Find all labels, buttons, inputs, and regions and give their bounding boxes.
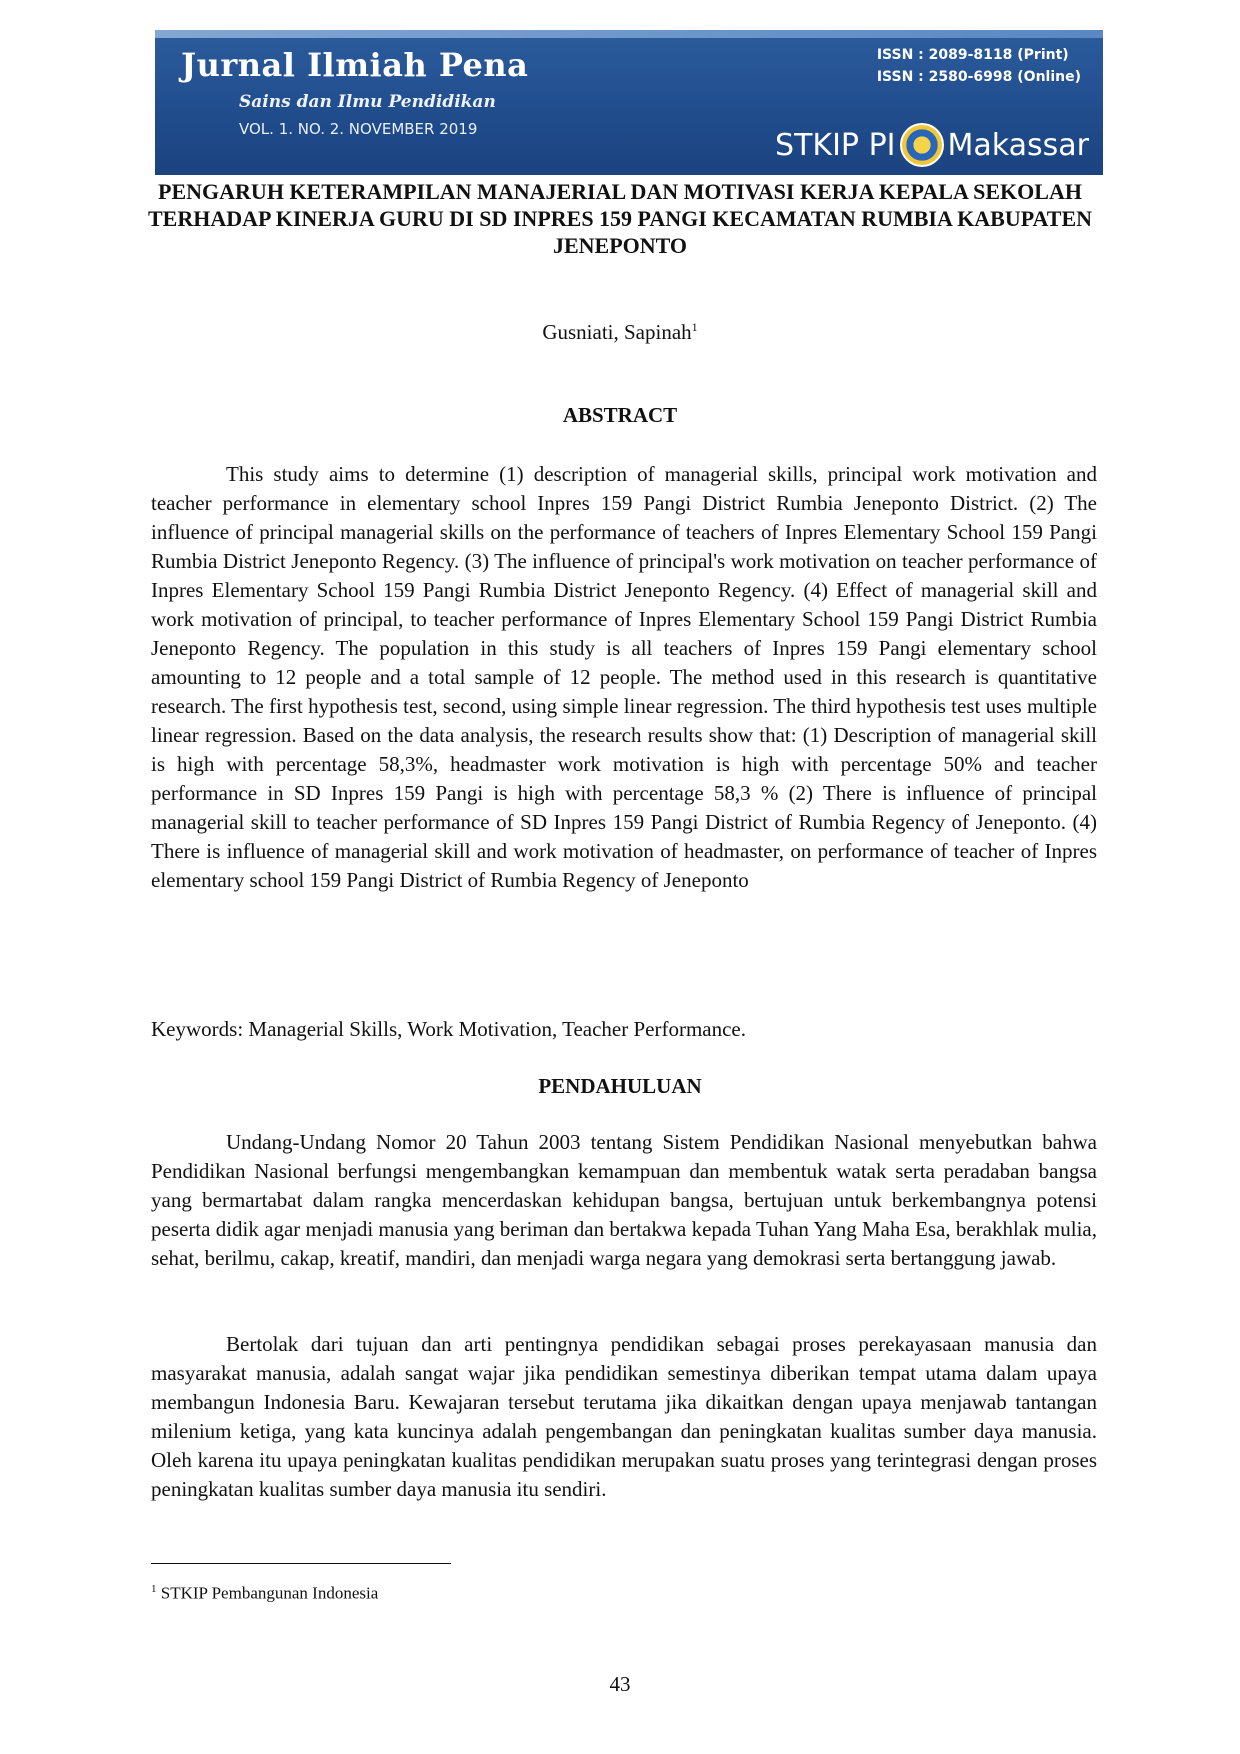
issn-print: ISSN : 2089-8118 (Print) <box>876 47 1069 63</box>
introduction-paragraph-1: Undang-Undang Nomor 20 Tahun 2003 tentang Sistem Pendidikan Nasional menyebutkan bahwa Pendidikan Nasional berfungsi mengembangkan kemampuan dan membentuk watak serta peradaban bangsa yang bermartabat dalam rangka mencerdaskan kehidupan bangsa, bertujuan untuk berkembangnya potensi peserta didik agar menjadi manusia yang beriman dan bertakwa kepada Tuhan Yang Maha Esa, berakhlak mulia, sehat, berilmu, cakap, kreatif, mandiri, dan menjadi warga negara yang demokrasi serta bertanggung jawab. <box>151 1130 1097 1270</box>
issn-online: ISSN : 2580-6998 (Online) <box>876 69 1081 85</box>
institution-right: Makassar <box>947 127 1089 163</box>
journal-banner <box>155 30 1103 175</box>
footnote-mark: 1 <box>151 1583 157 1595</box>
introduction-paragraph-2: Bertolak dari tujuan dan arti pentingnya pendidikan sebagai proses perekayasaan manusia dan masyarakat manusia, adalah sangat wajar jika pendidikan semestinya diberikan tempat utama dalam upaya membangun Indonesia Baru. Kewajaran tersebut terutama jika dikaitkan dengan upaya menjawab tantangan milenium ketiga, yang kata kuncinya adalah pengembangan dan peningkatan kualitas sumber daya manusia. Oleh karena itu upaya peningkatan kualitas pendidikan merupakan suatu proses yang terintegrasi dengan proses peningkatan kualitas sumber daya manusia itu sendiri. <box>151 1332 1097 1501</box>
paper-title: PENGARUH KETERAMPILAN MANAJERIAL DAN MOTIVASI KERJA KEPALA SEKOLAH TERHADAP KINERJA GURU DI SD INPRES 159 PANGI KECAMATAN RUMBIA KABUPATEN JENEPONTO <box>147 179 1093 258</box>
paper-authors <box>140 320 1100 345</box>
institution-left: STKIP PI <box>775 127 896 163</box>
introduction-heading: PENDAHULUAN <box>538 1074 702 1098</box>
abstract-text: This study aims to determine (1) description of managerial skills, principal work motivation and teacher performance in elementary school Inpres 159 Pangi District Rumbia Jeneponto District. (2) The influence of principal managerial skills on the performance of teachers of Inpres Elementary School 159 Pangi Rumbia District Jeneponto Regency. (3) The influence of principal's work motivation on teacher performance of Inpres Elementary School 159 Pangi Rumbia District Jeneponto Regency. (4) Effect of managerial skill and work motivation of principal, to teacher performance of Inpres Elementary School 159 Pangi District Rumbia Jeneponto Regency. The population in this study is all teachers of Inpres 159 Pangi elementary school amounting to 12 people and a total sample of 12 people. The method used in this research is quantitative research. The first hypothesis test, second, using simple linear regression. The third hypothesis test uses multiple linear regression. Based on the data analysis, the research results show that: (1) Description of managerial skill is high with percentage 58,3%, headmaster work motivation is high with percentage 50% and teacher performance in SD Inpres 159 Pangi is high with percentage 58,3 % (2) There is influence of principal managerial skill to teacher performance of SD Inpres 159 Pangi District of Rumbia Regency of Jeneponto. (4) There is influence of managerial skill and work motivation of headmaster, on performance of teacher of Inpres elementary school 159 Pangi District of Rumbia Regency of Jeneponto <box>151 462 1097 892</box>
footnote-divider <box>151 1563 451 1564</box>
footnote <box>151 1583 378 1604</box>
journal-name: Jurnal Ilmiah Pena <box>181 46 529 84</box>
journal-volume: VOL. 1. NO. 2. NOVEMBER 2019 <box>239 120 478 138</box>
banner-stripe <box>155 30 1103 38</box>
author-names: Gusniati, Sapinah <box>542 320 692 344</box>
page-number: 43 <box>609 1672 631 1696</box>
issn-block <box>877 44 1081 88</box>
footnote-text: STKIP Pembangunan Indonesia <box>160 1583 379 1603</box>
abstract-heading: ABSTRACT <box>562 403 678 427</box>
journal-subtitle: Sains dan Ilmu Pendidikan <box>239 92 496 112</box>
institution-label <box>775 123 1089 167</box>
institution-logo-icon <box>900 123 944 167</box>
keywords: Keywords: Managerial Skills, Work Motivation, Teacher Performance. <box>151 1017 746 1041</box>
author-footnote-mark: 1 <box>691 320 698 334</box>
